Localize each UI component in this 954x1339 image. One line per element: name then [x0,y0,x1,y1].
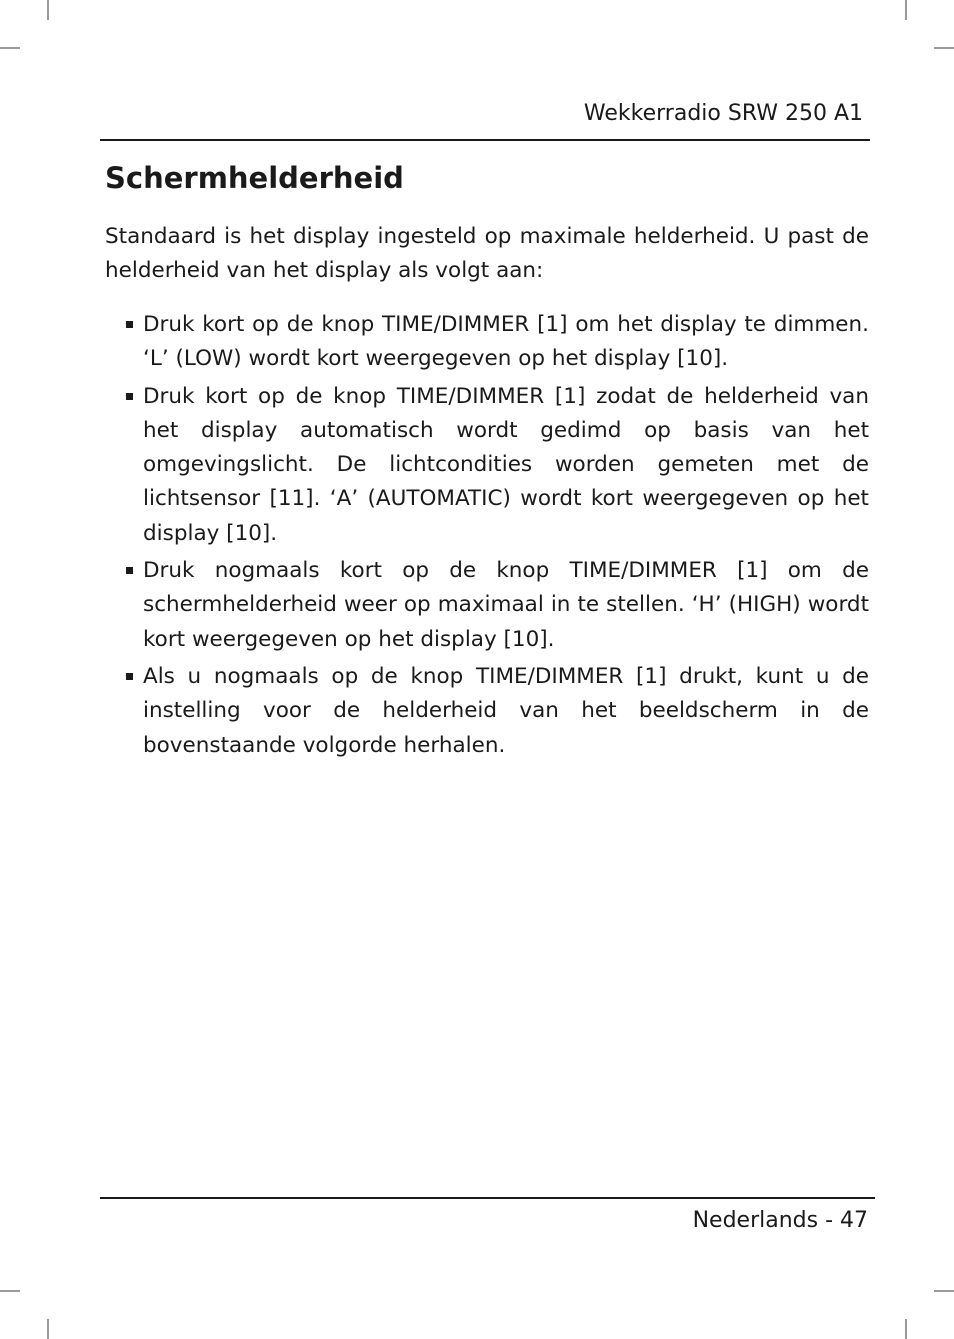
list-item [105,554,869,657]
crop-mark-bottom-right-h [934,1290,954,1292]
header-rule [100,139,870,141]
bullet-square-icon [126,567,133,574]
list-item [105,380,869,551]
bullet-square-icon [126,393,133,400]
list-item [105,308,869,377]
footer-rule [100,1197,875,1199]
intro-paragraph: Standaard is het display ingesteld op maximale helderheid. U past de helderheid van het display als volgt aan: [105,224,869,283]
bullet-square-icon [126,673,133,680]
instruction-list [105,308,869,766]
crop-mark-top-right-h [934,47,954,49]
list-item-text: Als u nogmaals op de knop TIME/DIMMER [1] drukt, kunt u de instelling voor de helderheid van het beeldscherm in de bovenstaande volgorde herhalen. [143,663,869,758]
bullet-square-icon [126,321,133,328]
list-item [105,660,869,763]
crop-mark-bottom-right [905,1319,907,1339]
crop-mark-top-left [47,0,49,20]
running-header: Wekkerradio SRW 250 A1 [583,101,863,126]
list-item-text: Druk kort op de knop TIME/DIMMER [1] om het display te dimmen. ‘L’ (LOW) wordt kort weergegeven op het display [10]. [143,312,869,372]
list-item-text: Druk nogmaals kort op de knop TIME/DIMMER [1] om de schermhelderheid weer op maximaal in te stellen. ‘H’ (HIGH) wordt kort weergegeven op het display [10]. [143,558,869,652]
page-footer: Nederlands - 47 [692,1208,868,1233]
list-item-text: Druk kort op de knop TIME/DIMMER [1] zodat de helderheid van het display automatisch wordt gedimd op basis van het omgevingslicht. De lichtcondities worden gemeten met de lichtsensor [11]. ‘A’ (AUTOMATIC) wordt kort weergegeven op het display [10]. [143,383,869,546]
section-title: Schermhelderheid [105,161,404,195]
crop-mark-bottom-left-h [0,1290,20,1292]
crop-mark-top-left-h [0,47,20,49]
crop-mark-bottom-left [47,1319,49,1339]
crop-mark-top-right [905,0,907,20]
